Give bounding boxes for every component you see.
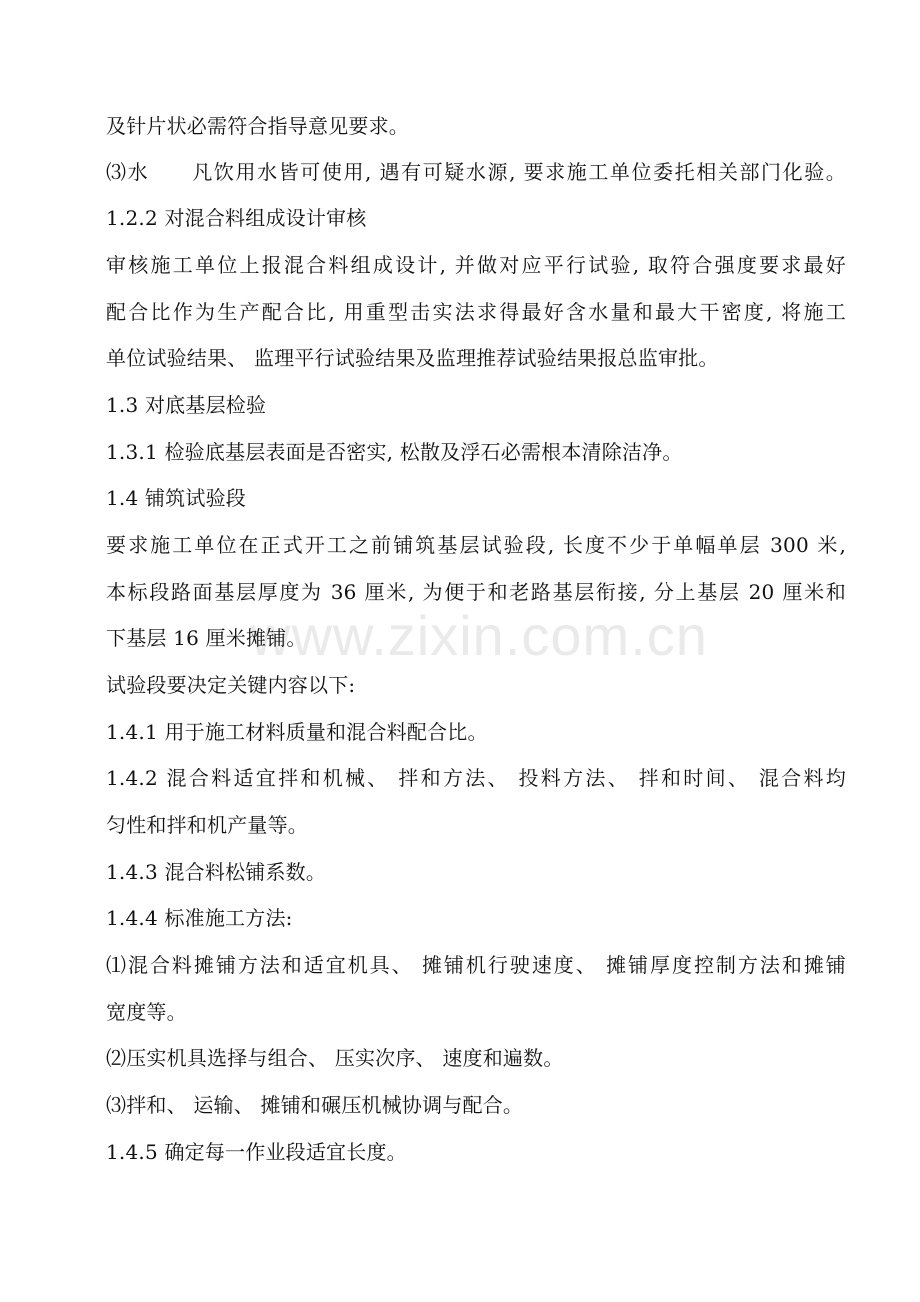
- text-line: 试验段要决定关键内容以下:: [106, 673, 356, 697]
- section-heading: 1.2.2 对混合料组成设计审核: [106, 206, 367, 230]
- text-line: 下基层 16 厘米摊铺。: [106, 626, 307, 650]
- text-line: 1.4.1 用于施工材料质量和混合料配合比。: [106, 720, 488, 744]
- text-line: ⑶水 凡饮用水皆可使用, 遇有可疑水源, 要求施工单位委托相关部门化验。: [106, 160, 846, 184]
- section-heading: 1.3 对底基层检验: [106, 393, 267, 417]
- text-line: 匀性和拌和机产量等。: [106, 813, 308, 837]
- text-line: 宽度等。: [106, 1000, 187, 1024]
- text-line: 1.4.4 标准施工方法:: [106, 906, 293, 930]
- text-line: 要求施工单位在正式开工之前铺筑基层试验段, 长度不少于单幅单层 300 米,: [106, 533, 846, 557]
- text-line: 审核施工单位上报混合料组成设计, 并做对应平行试验, 取符合强度要求最好: [106, 253, 846, 277]
- text-line: 本标段路面基层厚度为 36 厘米, 为便于和老路基层衔接, 分上基层 20 厘米和: [106, 580, 846, 604]
- watermark: www.zixin.com.cn: [250, 604, 708, 667]
- text-line: 单位试验结果、 监理平行试验结果及监理推荐试验结果报总监审批。: [106, 346, 719, 370]
- text-line: 1.4.3 混合料松铺系数。: [106, 860, 327, 884]
- section-heading: 1.4 铺筑试验段: [106, 486, 246, 510]
- text-line: 1.4.2 混合料适宜拌和机械、 拌和方法、 投料方法、 拌和时间、 混合料均: [106, 766, 846, 790]
- text-line: ⑶拌和、 运输、 摊铺和碾压机械协调与配合。: [106, 1093, 524, 1117]
- text-line: 及针片状必需符合指导意见要求。: [106, 114, 409, 138]
- text-line: 配合比作为生产配合比, 用重型击实法求得最好含水量和最大干密度, 将施工: [106, 300, 846, 324]
- text-line: ⑴混合料摊铺方法和适宜机具、 摊铺机行驶速度、 摊铺厚度控制方法和摊铺: [106, 953, 846, 977]
- text-line: 1.3.1 检验底基层表面是否密实, 松散及浮石必需根本清除洁净。: [106, 440, 683, 464]
- text-line: 1.4.5 确定每一作业段适宜长度。: [106, 1140, 407, 1164]
- text-line: ⑵压实机具选择与组合、 压实次序、 速度和遍数。: [106, 1046, 564, 1070]
